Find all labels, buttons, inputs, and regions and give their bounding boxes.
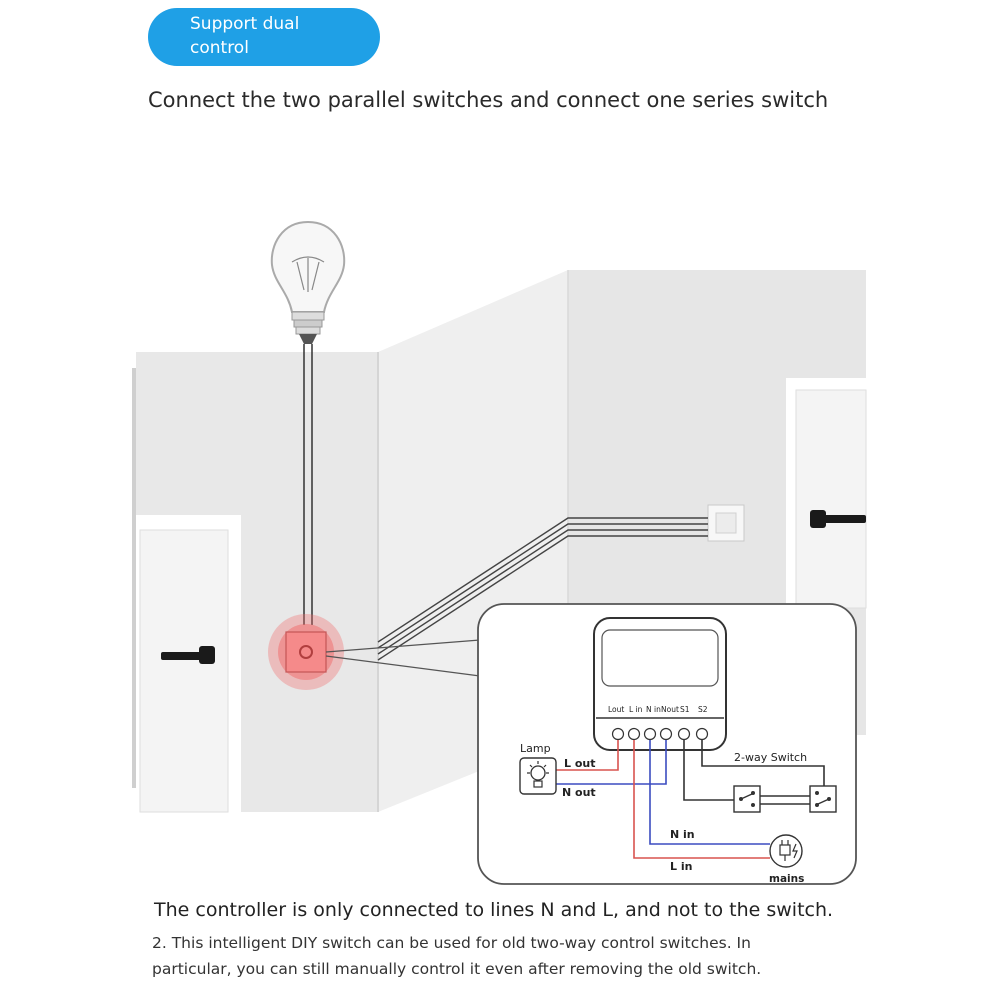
lamp-label: Lamp	[520, 742, 551, 755]
badge-line-1: Support dual	[190, 14, 300, 34]
l-in-label: L in	[670, 860, 693, 873]
light-bulb-icon	[272, 222, 344, 344]
caption-note-line-2: particular, you can still manually control it even after removing the old switch.	[152, 960, 762, 978]
terminal-nin-label: N in	[646, 705, 661, 714]
caption-note	[152, 930, 852, 982]
terminal-s2-label: S2	[698, 705, 708, 714]
mains-label: mains	[769, 873, 805, 885]
smart-switch-module	[594, 618, 726, 750]
two-way-switch-label: 2-way Switch	[734, 751, 808, 764]
caption-note-line-1: 2. This intelligent DIY switch can be used for old two-way control switches. In	[152, 934, 751, 952]
caption-main: The controller is only connected to lines N and L, and not to the switch.	[154, 899, 834, 921]
badge-line-2: control	[190, 38, 249, 58]
page-heading: Connect the two parallel switches and connect one series switch	[148, 88, 829, 112]
terminal-s1-label: S1	[680, 705, 690, 714]
n-out-label: N out	[562, 786, 596, 799]
mains-plug-icon	[770, 835, 802, 867]
two-way-switch-b-icon	[810, 786, 836, 812]
two-way-switch-a-icon	[734, 786, 760, 812]
lamp-icon	[520, 758, 556, 794]
l-out-label: L out	[564, 757, 596, 770]
terminal-nout-label: Nout	[661, 705, 679, 714]
terminal-lout-label: Lout	[608, 705, 625, 714]
n-in-label: N in	[670, 828, 695, 841]
terminal-lin-label: L in	[629, 705, 643, 714]
